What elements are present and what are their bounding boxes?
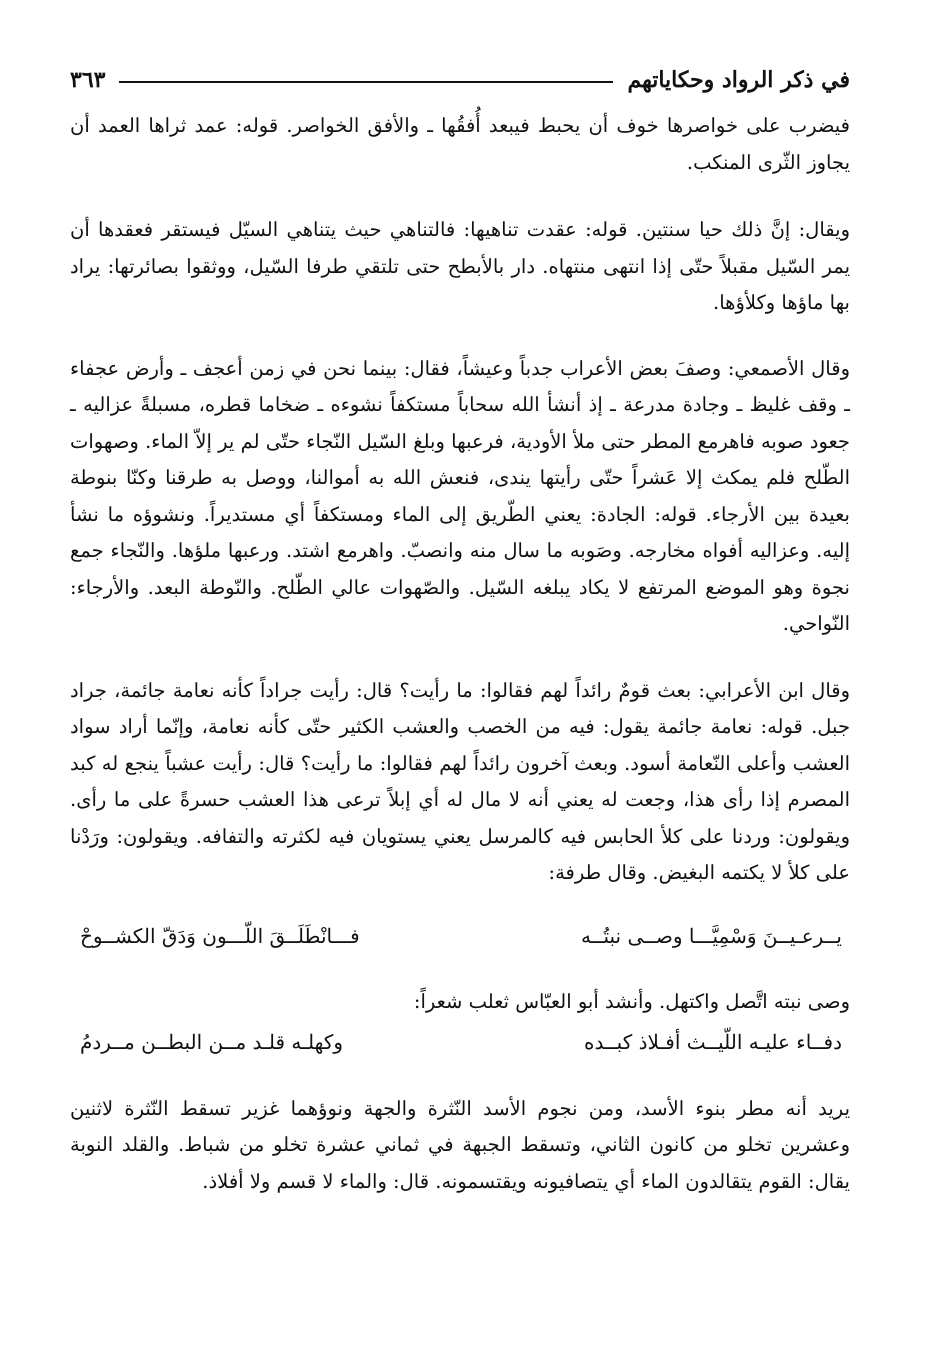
verse-thalab-second-hemistich: وكهلـه قلـد مــن البطــن مــردمُ xyxy=(80,1029,344,1054)
verse-tarafa-second-hemistich: فـــانْطَلَــقَ اللّـــون وَدَقّ الكشــوحْ xyxy=(80,923,360,948)
paragraph-final: يريد أنه مطر بنوء الأسد، ومن نجوم الأسد النّثرة والجهة ونوؤهما غزير تسقط النّثرة لاثنين وعشرين تخلو من كانون الثاني، وتسقط الجبهة في ثماني عشرة تخلو من شباط. والقلد النوبة يقال: القوم يتقالدون الماء أي يتصافيونه ويقتسمونه. قال: والماء لا قسم ولا أفلاذ. xyxy=(70,1096,850,1193)
verse-tarafa xyxy=(70,918,850,954)
paragraph-2: ويقال: إنَّ ذلك حيا سنتين. قوله: عقدت تناهيها: فالتناهي حيث يتناهي السيّل فيستقر فعقدها أن يمر السّيل مقبلاً حتّى إذا انتهى منتهاه. دار بالأبطح حتى تلتقي طرفا السّيل، ووثقوا بصائرتها: يراد بها ماؤها وكلأؤها. xyxy=(70,218,850,314)
paragraph-1: فيضرب على خواصرها خوف أن يحبط فيبعد أُفقُها ـ والأفق الخواصر. قوله: عمد ثراها العمد أن يجاوز الثّرى المنكب. xyxy=(70,114,850,174)
book-page xyxy=(70,58,850,1200)
page-header xyxy=(70,58,850,102)
verse-tarafa-first-hemistich: يــرعـيــنَ وَسْمِيَّـــا وصــى نبتُــه xyxy=(581,923,842,948)
verse-commentary: وصى نبته اتَّصل واكتهل. وأنشد أبو العبّاس ثعلب شعراً: xyxy=(413,989,850,1013)
page-number: ٣٦٣ xyxy=(70,67,106,93)
running-title: في ذكر الرواد وحكاياتهم xyxy=(627,67,850,93)
header-rule xyxy=(119,81,613,83)
paragraph-4-ibn-arabi: وقال ابن الأعرابي: بعث قومٌ رائداً لهم فقالوا: ما رأيت؟ قال: رأيت جراداً كأنه نعامة جائمة، جراد جبل. قوله: نعامة جائمة يقول: فيه من الخصب والعشب الكثير حتّى كأنه نعامة، وإنّما أراد سواد العشب وأعلى النّعامة أسود. وبعث آخرون رائداً لهم فقالوا: ما رأيت؟ قال: رأيت عشباً ينجع له كبد المصرم إذا رأى هذا، وجعت له يعني أنه لا مال له أي إبلاً ترعى هذا العشب حسرةً على ما رأى. ويقولون: وردنا على كلأ الحابس فيه كالمرسل يعني يستويان فيه لكثرته والتفافه. ويقولون: ورَدْنا على كلأ لا يكتمه البغيض. وقال طرفة: xyxy=(70,678,850,884)
paragraph-3-asmai: وقال الأصمعي: وصفَ بعض الأعراب جدباً وعيشاً، فقال: بينما نحن في زمن أعجف ـ وأرض عجفاء ـ وقف غليظ ـ وجادة مدرعة ـ إذ أنشأ الله سحاباً مستكفاً نشوءه ـ ضخاما قطره، مسبلةً عزاليه ـ جعود صوبه فاهرمع المطر حتى ملأ الأودية، فرعبها وبلغ السّيل النّجاء حتّى لم ير إلاّ الماء. وصهوات الطّلح فلم يمكث إلا عَشراً حتّى رأيتها يندى، فنعش الله به أموالنا، ووصل به طرقنا وكنّا بنوطة بعيدة بين الأرجاء. قوله: الجادة: يعني الطّريق إلى الماء ومستكفاً أي مستديراً. ونشوؤه ما نشأ إليه. وعزاليه أفواه مخارجه. وصَوبه ما سال منه وانصبّ. واهرمع اشتد. ورعبها ملؤها. والنّجاء جمع نجوة وهو الموضع المرتفع لا يكاد يبلغه السّيل. والصّهوات عالي الطّلح. والنّوطة البعد. والأرجاء: النّواحي. xyxy=(70,356,850,635)
verse-thalab-first-hemistich: دفــاء عليـه اللّيــث أفـلاذ كبــده xyxy=(583,1029,842,1054)
verse-thalab xyxy=(70,1024,850,1060)
